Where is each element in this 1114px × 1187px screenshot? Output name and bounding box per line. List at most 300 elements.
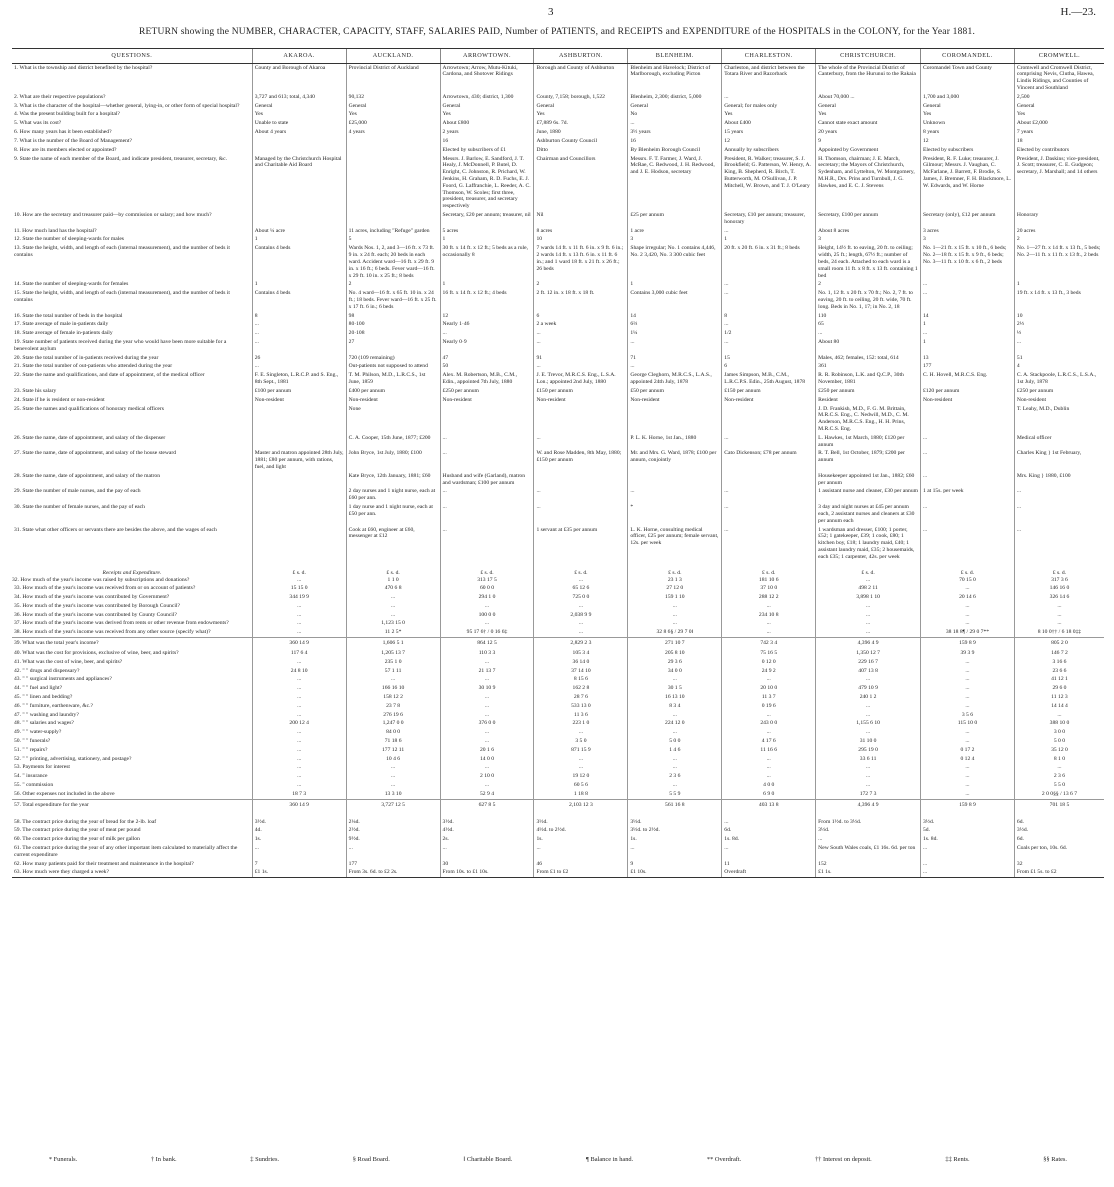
answer-cell: ... (628, 338, 722, 354)
answer-cell: 1s. (534, 835, 628, 844)
table-row (12, 684, 1104, 693)
units-label: £ s. d. (628, 562, 722, 578)
answer-cell: About 70,000 ... (816, 93, 921, 102)
column-header: AKAROA. (252, 49, 346, 64)
answer-cell: Kate Bryce, 12th January, 1881; £60 (346, 472, 440, 488)
answer-cell: ... (628, 119, 722, 128)
units-label: £ s. d. (921, 562, 1015, 578)
question-cell: 44. " " fuel and light? (14, 685, 63, 692)
answer-cell: ... (722, 811, 816, 827)
answer-cell: ... (628, 763, 722, 772)
table-row (12, 93, 1104, 102)
answer-cell: ... (440, 329, 534, 338)
answer-cell: 3½d. (921, 811, 1015, 827)
answer-cell: 1s. (252, 835, 346, 844)
table-row (12, 658, 1104, 667)
answer-cell: 65 (816, 320, 921, 329)
answer-cell: 1 (628, 280, 722, 289)
answer-cell: 47 (440, 354, 534, 363)
answer-cell: ... (1014, 526, 1104, 562)
answer-cell: ... (722, 338, 816, 354)
answer-cell (252, 472, 346, 488)
answer-cell: J. E. Trevor, M.R.C.S. Eng., L.S.A. Lon.; appointed 2nd July, 1880 (534, 371, 628, 387)
answer-cell: £1 10s. (628, 868, 722, 877)
answer-cell: 701 18 5 (1014, 799, 1104, 810)
table-row (12, 675, 1104, 684)
answer-cell (534, 405, 628, 434)
question-cell: 10. How are the secretary and treasurer paid—by commission or salary; and how much? (14, 212, 212, 218)
answer-cell: ... (252, 763, 346, 772)
answer-cell: 19 12 0 (534, 772, 628, 781)
answer-cell: 403 13 8 (722, 799, 816, 810)
answer-cell: 3 (921, 235, 1015, 244)
answer-cell: £50 per annum (628, 387, 722, 396)
answer-cell: 11 3 7 (722, 693, 816, 702)
answer-cell: About 8 acres (816, 227, 921, 236)
answer-cell: ... (440, 675, 534, 684)
answer-cell: 26 (252, 354, 346, 363)
answer-cell: Managed by the Christchurch Hospital and Charitable Aid Board (252, 155, 346, 212)
question-cell: 53. Payments for interest (14, 764, 70, 771)
question-cell: 30. State the number of female nurses, and the pay of each (14, 504, 145, 511)
answer-cell: 2 ft. 12 in. x 18 ft. x 18 ft. (534, 289, 628, 311)
answer-cell: ... (252, 711, 346, 720)
answer-cell: 288 12 2 (722, 593, 816, 602)
answer-cell: Yes (921, 110, 1015, 119)
answer-cell: ... (534, 577, 628, 584)
answer-cell: 2 (816, 280, 921, 289)
answer-cell: Yes (440, 110, 534, 119)
answer-cell: 243 0 0 (722, 719, 816, 728)
answer-cell: 1 at 15s. per week (921, 487, 1015, 503)
answer-cell: 30 (440, 860, 534, 869)
answer-cell: James Simpson, M.B., C.M., L.R.C.P.S. Edin., 25th August, 1878 (722, 371, 816, 387)
answer-cell: General (921, 102, 1015, 111)
answer-cell: ... (1014, 711, 1104, 720)
answer-cell: President, J. Daskins; vice-president, J. Scott; treasurer, C. E. Gudgeon; secretary, J. Marshall; and 14 others (1014, 155, 1104, 212)
answer-cell: 2¼d. (346, 811, 440, 827)
answer-cell: 5 (346, 235, 440, 244)
answer-cell: 3½d. (628, 811, 722, 827)
question-cell: 2. What are their respective populations? (14, 93, 106, 100)
answer-cell: Ditto (534, 146, 628, 155)
answer-cell: County, 7,158; borough, 1,522 (534, 93, 628, 102)
answer-cell: 105 3 4 (534, 649, 628, 658)
table-row (12, 584, 1104, 593)
answer-cell: 84 0 0 (346, 728, 440, 737)
table-row (12, 312, 1104, 321)
answer-cell: Cato Dickenson; £78 per annum (722, 449, 816, 471)
answer-cell: 5 acres (440, 227, 534, 236)
answer-cell: £250 per annum (440, 387, 534, 396)
answer-cell: 35 12 0 (1014, 746, 1104, 755)
answer-cell: ... (440, 434, 534, 450)
answer-cell: 9 (628, 860, 722, 869)
answer-cell: ... (816, 702, 921, 711)
expenditure-total (12, 799, 1104, 810)
answer-cell: 12 (722, 137, 816, 146)
answer-cell: 1 acre (628, 227, 722, 236)
answer-cell: ... (816, 611, 921, 620)
question-cell: 13. State the height, width, and length of each (internal measurement), and the number of beds it contains (14, 245, 230, 259)
answer-cell: About 80 (816, 338, 921, 354)
answer-cell: 864 12 5 (440, 638, 534, 649)
answer-cell: Height, 14½ ft. to eaving, 20 ft. to ceiling; width, 25 ft.; length, 67½ ft.; number of beds, 24 each. Attached to each ward is a small room 11 ft. x 8 ft. x 13 ft. containing 1 bed (816, 244, 921, 280)
answer-cell: 181 10 6 (722, 577, 816, 584)
answer-cell: 8 3 4 (628, 702, 722, 711)
answer-cell: 5 5 0 (1014, 781, 1104, 790)
answer-cell: C. A. Stackpoole, L.R.C.S., L.S.A., 1st July, 1878 (1014, 371, 1104, 387)
answer-cell: 6⅔ (628, 320, 722, 329)
answer-cell: 2 3 6 (1014, 772, 1104, 781)
answer-cell: 115 10 0 (921, 719, 1015, 728)
answer-cell (628, 472, 722, 488)
answer-cell: 224 12 0 (628, 719, 722, 728)
answer-cell: 2⅓ (1014, 320, 1104, 329)
answer-cell: ... (628, 711, 722, 720)
answer-cell: 159 8 9 (921, 638, 1015, 649)
answer-cell: 344 19 9 (252, 593, 346, 602)
answer-cell: 7 (252, 860, 346, 869)
answer-cell: ... (921, 472, 1015, 488)
answer-cell: 12 (440, 312, 534, 321)
units-label: £ s. d. (1014, 562, 1104, 578)
answer-cell: ... (722, 628, 816, 637)
answer-cell: 8 (252, 312, 346, 321)
answer-cell: 3½d. (534, 811, 628, 827)
answer-cell: 871 15 9 (534, 746, 628, 755)
answer-cell: None (346, 405, 440, 434)
answer-cell: 205 8 10 (628, 649, 722, 658)
answer-cell: 3 acres (921, 227, 1015, 236)
answer-cell: 15 (722, 354, 816, 363)
document-reference: H.—23. (1060, 6, 1096, 18)
table-row (12, 329, 1104, 338)
question-cell: 6. How many years has it been established? (14, 129, 112, 136)
answer-cell: Non-resident (1014, 396, 1104, 405)
answer-cell: ... (252, 684, 346, 693)
answer-cell: Master and matron appointed 28th July, 1881; £80 per annum, with rations, fuel, and light (252, 449, 346, 471)
answer-cell: Housekeeper appointed 1st Jan., 1882; £60 per annum (816, 472, 921, 488)
answer-cell: ... (921, 860, 1015, 869)
answer-cell: ... (440, 619, 534, 628)
answer-cell: Mr. and Mrs. G. Ward, 1878; £100 per annum, conjointly (628, 449, 722, 471)
answer-cell: 3 5 6 (921, 711, 1015, 720)
answer-cell: Contains 3,000 cubic feet (628, 289, 722, 311)
answer-cell: 360 14 9 (252, 799, 346, 810)
answer-cell: R. R. Robinson, L.K. and Q.C.P., 30th November, 1881 (816, 371, 921, 387)
answer-cell: 376 0 0 (440, 719, 534, 728)
answer-cell: 3 day and night nurses at £45 per annum each, 2 assistant nurses and cleaners at £30 per annum each (816, 503, 921, 525)
answer-cell: £400 per annum (346, 387, 440, 396)
answer-cell: ... (534, 362, 628, 371)
answer-cell (722, 472, 816, 488)
answer-cell: 1,123 15 0 (346, 619, 440, 628)
table-row (12, 649, 1104, 658)
answer-cell: 41 12 1 (1014, 675, 1104, 684)
answer-cell: 4d. (252, 826, 346, 835)
answer-cell: ... (921, 790, 1015, 799)
question-cell: 22. State the name and qualifications, and date of appointment, of the medical officer (14, 372, 205, 379)
answer-cell: 1,606 5 1 (346, 638, 440, 649)
answer-cell: 14 (628, 312, 722, 321)
answer-cell: Secretary, £10 per annum; treasurer, honorary (722, 211, 816, 227)
answer-cell: Unknown (921, 119, 1015, 128)
table-row (12, 449, 1104, 471)
table-row (12, 781, 1104, 790)
footnote: †† Interest on deposit. (814, 1156, 872, 1163)
table-row (12, 354, 1104, 363)
table-row (12, 110, 1104, 119)
column-header: AUCKLAND. (346, 49, 440, 64)
answer-cell: 3 16 6 (1014, 658, 1104, 667)
answer-cell: President, R. Walker; treasurer, S. J. Brookfield; G. Patterson, W. Henry, A. King, B. Shepherd, R. Birch, T. Butterworth, M. O'Sullivan, J. P. Mitchell, W. Brown, and T. J. O'Leary (722, 155, 816, 212)
answer-cell: ... (252, 619, 346, 628)
answer-cell: 1 4 6 (628, 746, 722, 755)
table-row (12, 155, 1104, 212)
answer-cell: 3 0 0 (1014, 728, 1104, 737)
answer-cell: Non-resident (440, 396, 534, 405)
answer-cell: ... (440, 693, 534, 702)
answer-cell: Unable to state (252, 119, 346, 128)
answer-cell: 4 (1014, 362, 1104, 371)
answer-cell: ... (440, 526, 534, 562)
table-row (12, 611, 1104, 620)
answer-cell: 271 10 7 (628, 638, 722, 649)
answer-cell: The whole of the Provincial District of Canterbury, from the Hurunui to the Rakaia (816, 63, 921, 93)
answer-cell (252, 487, 346, 503)
answer-cell: Charleston, and district between the Totara River and Razorback (722, 63, 816, 93)
answer-cell: 4 17 6 (722, 737, 816, 746)
return-title: RETURN showing the NUMBER, CHARACTER, CAPACITY, STAFF, SALARIES PAID, Number of PATIENTS, and RECEIPTS and EXPENDITURE of the HOSPITALS in the COLONY, for the Year 1881. (138, 27, 976, 37)
footnote: §§ Rates. (1043, 1156, 1068, 1163)
answer-cell: 31 10 0 (816, 737, 921, 746)
question-cell: 12. State the number of sleeping-wards for males (14, 236, 124, 243)
table-row (12, 338, 1104, 354)
question-cell: 4. Was the present building built for a hospital? (14, 111, 120, 118)
answer-cell: 3½d. (252, 811, 346, 827)
units-label: £ s. d. (722, 562, 816, 578)
answer-cell: 1 (1014, 280, 1104, 289)
table-row (12, 737, 1104, 746)
general-questions (12, 63, 1104, 562)
answer-cell: 1¼ (628, 329, 722, 338)
answer-cell: 0 19 6 (722, 702, 816, 711)
answer-cell: About £400 (722, 119, 816, 128)
answer-cell: ... (252, 755, 346, 764)
answer-cell: 3½d. (816, 826, 921, 835)
answer-cell: President, R. F. Luke; treasurer, J. Gilmour; Messrs. J. Vaughan, C. McFarlane, J. Barrett, F. Brodie, S. James, J. Bremner, F. H. Blackmore, L. W. Edwards, and W. Horne (921, 155, 1015, 212)
answer-cell: 1 (440, 280, 534, 289)
question-cell: 43. " " surgical instruments and appliances? (14, 676, 112, 683)
answer-cell: 18 (1014, 137, 1104, 146)
column-header: COROMANDEL. (921, 49, 1015, 64)
table-row (12, 844, 1104, 860)
answer-cell: Provincial District of Auckland (346, 63, 440, 93)
answer-cell: Non-resident (252, 396, 346, 405)
answer-cell (722, 405, 816, 434)
answer-cell: Alex. M. Robertson, M.B., C.M., Edin., appointed 7th July, 1880 (440, 371, 534, 387)
answer-cell: 6 (722, 362, 816, 371)
answer-cell: Cromwell and Cromwell District, comprising Nevis, Clutha, Hawea, Lindis Ridings, and Counties of Vincent and Southland (1014, 63, 1104, 93)
answer-cell: ... (816, 763, 921, 772)
answer-cell: 71 18 6 (346, 737, 440, 746)
footnote: ¶ Balance in hand. (585, 1156, 634, 1163)
answer-cell: 117 6 4 (252, 649, 346, 658)
answer-cell (346, 211, 440, 227)
answer-cell: 6d. (1014, 835, 1104, 844)
answer-cell: ... (252, 320, 346, 329)
answer-cell: 4 0 0 (722, 781, 816, 790)
answer-cell: Coromandel Town and County (921, 63, 1015, 93)
answer-cell: Yes (534, 110, 628, 119)
units-label: £ s. d. (534, 562, 628, 578)
question-cell: 61. The contract price during the year of any other important item calculated to materially affect the current expenditure (14, 844, 238, 858)
answer-cell: 152 (816, 860, 921, 869)
answer-cell: 60 0 0 (440, 584, 534, 593)
table-row (12, 280, 1104, 289)
question-cell: 18. State average of female in-patients daily (14, 330, 113, 337)
answer-cell (252, 526, 346, 562)
answer-cell: 18 7 3 (252, 790, 346, 799)
answer-cell: ... (921, 684, 1015, 693)
question-cell: 40. What was the cost for provisions, exclusive of wine, beer, and spirits? (14, 649, 179, 656)
answer-cell (252, 503, 346, 525)
answer-cell: 11 16 6 (722, 746, 816, 755)
question-cell: 46. " " furniture, earthenware, &c.? (14, 702, 93, 709)
answer-cell: 3 5 0 (534, 737, 628, 746)
answer-cell: 29 6 0 (1014, 684, 1104, 693)
answer-cell: ... (252, 844, 346, 860)
answer-cell: 3 (816, 235, 921, 244)
answer-cell: Appointed by Government (816, 146, 921, 155)
column-header: CHRISTCHURCH. (816, 49, 921, 64)
answer-cell: 1 (722, 235, 816, 244)
answer-cell: ... (816, 628, 921, 637)
answer-cell: Messrs. J. Barlow, E. Sandford, J. T. Healy, J. McDonnell, P. Butel, D. Enright, C. Johnston, R. Prichard, W. Jenkins, H. Graham, R. D. Fuchs, E. J. Foord, G. Laffranchie, L. Reeder, A. C. Thomson, W. Scoles; first three, president, treasurer, and secretary respectively (440, 155, 534, 212)
answer-cell: 1s. 8d. (921, 835, 1015, 844)
table-row (12, 526, 1104, 562)
answer-cell: 2 10 0 (440, 772, 534, 781)
answer-cell: ... (252, 611, 346, 620)
question-cell: 11. How much land has the hospital? (14, 227, 97, 234)
question-cell: 25. State the names and qualifications of honorary medical officers (14, 405, 164, 412)
answer-cell: Chairman and Councillors (534, 155, 628, 212)
answer-cell: From 1½d. to 3½d. (816, 811, 921, 827)
answer-cell: ... (722, 711, 816, 720)
answer-cell: 2 0 0§§ / 13 6 7 (1014, 790, 1104, 799)
question-cell: 15. State the height, width, and length of each (internal measurement), and the number of beds it contains (14, 290, 230, 303)
question-cell: 49. " " water-supply? (14, 729, 62, 736)
table-row (12, 763, 1104, 772)
answer-cell: 2,103 12 3 (534, 799, 628, 810)
answer-cell: 27 12 0 (628, 584, 722, 593)
answer-cell: 1 18 8 (534, 790, 628, 799)
answer-cell: £150 per annum (534, 387, 628, 396)
answer-cell: 11 (722, 860, 816, 869)
answer-cell: 2½d. (346, 826, 440, 835)
answer-cell: 146 16 0 (1014, 584, 1104, 593)
answer-cell: 95 17 6† / 0 16 6‡ (440, 628, 534, 637)
question-cell: 33. How much of the year's income was received from or on account of patients? (14, 585, 196, 592)
table-row (12, 235, 1104, 244)
answer-cell: 4½d. to 2½d. (534, 826, 628, 835)
answer-cell: ... (440, 844, 534, 860)
answer-cell: Contains 4 beds (252, 244, 346, 280)
answer-cell: ... (440, 503, 534, 525)
answer-cell: 407 13 8 (816, 667, 921, 676)
answer-cell: ... (1014, 763, 1104, 772)
question-cell: 29. State the number of male nurses, and the pay of each (14, 488, 141, 495)
answer-cell: ... (921, 693, 1015, 702)
answer-cell: ... (252, 658, 346, 667)
answer-cell: 20 ft. x 20 ft. 6 in. x 31 ft.; 8 beds (722, 244, 816, 280)
answer-cell: ... (722, 772, 816, 781)
table-row (12, 320, 1104, 329)
table-row (12, 102, 1104, 111)
answer-cell: 2s. (440, 835, 534, 844)
answer-cell: Blenheim and Havelock; District of Marlborough, excluding Picton (628, 63, 722, 93)
answer-cell: ... (534, 844, 628, 860)
answer-cell: Elected by contributors (1014, 146, 1104, 155)
answer-cell: 1 wardsman and dresser, £100; 1 porter, £52; 1 gatekeeper, £39; 1 cook, £80; 1 kitchen boy, £18; 1 laundry maid, £40; 1 assistant laundry maid, £35; 2 housemaids, each £35; 1 carpenter, 42s. per week (816, 526, 921, 562)
answer-cell: 295 19 0 (816, 746, 921, 755)
answer-cell: ... (440, 602, 534, 611)
answer-cell: £250 per annum (816, 387, 921, 396)
answer-cell: Honorary (1014, 211, 1104, 227)
question-cell: 7. What is the number of the Board of Management? (14, 137, 132, 144)
answer-cell: 1 (440, 235, 534, 244)
question-cell: 63. How much were they charged a week? (12, 868, 252, 877)
answer-cell: 172 7 3 (816, 790, 921, 799)
question-cell: 16. State the total number of beds in the hospital (14, 312, 123, 319)
answer-cell: 479 10 9 (816, 684, 921, 693)
answer-cell (346, 155, 440, 212)
table-row (12, 593, 1104, 602)
table-row (12, 619, 1104, 628)
answer-cell: From 10s. to £1 10s. (440, 868, 534, 877)
answer-cell: 8 1 0 (1014, 755, 1104, 764)
table-row (12, 137, 1104, 146)
answer-cell: 37 14 10 (534, 667, 628, 676)
answer-cell: ... (722, 763, 816, 772)
answer-cell: 229 16 7 (816, 658, 921, 667)
answer-cell: ... (816, 329, 921, 338)
answer-cell: 32 8 6§ / 29 7 0‖ (628, 628, 722, 637)
answer-cell: About 4 years (252, 128, 346, 137)
answer-cell: 313 17 5 (440, 577, 534, 584)
answer-cell: 71 (628, 354, 722, 363)
answer-cell: Nearly 1·46 (440, 320, 534, 329)
answer-cell: £250 per annum (1014, 387, 1104, 396)
question-cell: 19. State number of patients received during the year who would have been more suitable for a benevolent asylum (14, 339, 227, 352)
answer-cell: 158 12 2 (346, 693, 440, 702)
answer-cell (534, 472, 628, 488)
answer-cell: 100 0 0 (440, 611, 534, 620)
table-row (12, 602, 1104, 611)
answer-cell: 91 (534, 354, 628, 363)
answer-cell: ... (921, 503, 1015, 525)
answer-cell (252, 146, 346, 155)
table-row (12, 396, 1104, 405)
table-row (12, 667, 1104, 676)
answer-cell: ... (816, 711, 921, 720)
question-cell: 62. How many patients paid for their treatment and maintenance in the hospital? (14, 860, 194, 867)
answer-cell: Out-patients not supposed to attend (346, 362, 440, 371)
table-row (12, 146, 1104, 155)
answer-cell: 223 1 0 (534, 719, 628, 728)
table-row (12, 244, 1104, 280)
